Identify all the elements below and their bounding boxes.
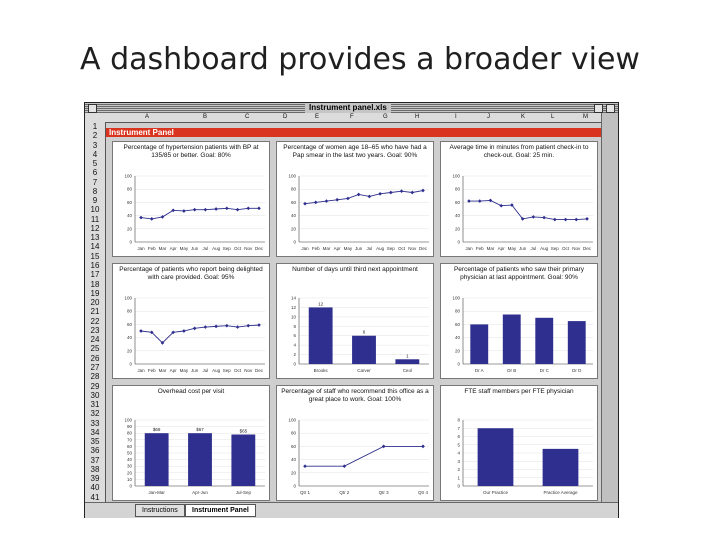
x-tick-label: Apr xyxy=(169,246,177,251)
bar xyxy=(470,324,488,364)
chart-title: FTE staff members per FTE physician xyxy=(464,388,574,395)
chart-svg xyxy=(277,386,434,501)
y-tick-label: 0 xyxy=(293,239,296,245)
chart-panel[interactable] xyxy=(112,385,270,501)
chart-svg xyxy=(441,142,598,257)
data-point xyxy=(246,207,250,211)
row-header[interactable]: 38 xyxy=(90,464,100,474)
x-tick-label: Sep xyxy=(550,246,559,251)
data-point xyxy=(214,207,218,211)
y-tick-label: 0 xyxy=(457,239,460,245)
y-tick-label: 2 xyxy=(457,467,460,472)
y-tick-label: 40 xyxy=(126,335,132,341)
column-header-c[interactable]: C xyxy=(245,114,250,120)
data-point xyxy=(257,207,261,211)
y-tick-label: 80 xyxy=(126,186,132,192)
data-point xyxy=(193,208,197,212)
x-tick-label: Carver xyxy=(357,368,371,373)
y-tick-label: 6 xyxy=(457,434,460,439)
row-header[interactable]: 35 xyxy=(90,437,100,447)
bar xyxy=(478,428,514,486)
x-tick-label: Mar xyxy=(158,368,167,373)
x-tick-label: Nov xyxy=(408,246,417,251)
y-tick-label: 60 xyxy=(126,443,132,449)
y-tick-label: 2 xyxy=(293,352,296,358)
row-header[interactable]: 34 xyxy=(90,427,100,437)
y-tick-label: 20 xyxy=(126,470,132,476)
y-tick-label: 90 xyxy=(126,424,132,430)
data-point xyxy=(357,193,361,197)
row-header[interactable]: 37 xyxy=(90,455,100,465)
column-header-f[interactable]: F xyxy=(350,114,354,120)
row-header[interactable]: 26 xyxy=(90,353,100,363)
chart-panel[interactable] xyxy=(276,385,434,501)
x-tick-label: Jul xyxy=(202,246,209,251)
window-title: Instrument panel.xls xyxy=(305,103,391,113)
data-point xyxy=(489,199,493,203)
x-tick-label: Feb xyxy=(475,246,484,251)
data-point xyxy=(314,201,318,205)
data-point xyxy=(257,323,261,327)
instrument-panel-banner xyxy=(106,128,601,137)
column-header-b[interactable]: B xyxy=(203,114,208,120)
x-tick-label: Aug xyxy=(212,368,221,373)
chart-title: Number of days until third next appointment xyxy=(292,266,418,273)
bar xyxy=(568,321,586,364)
data-point xyxy=(204,325,208,329)
y-tick-label: 20 xyxy=(126,226,132,232)
y-tick-label: 14 xyxy=(290,295,296,301)
y-tick-label: 100 xyxy=(124,173,132,179)
chart-panel[interactable] xyxy=(276,263,434,379)
x-tick-label: Jul xyxy=(530,246,537,251)
y-tick-label: 100 xyxy=(452,173,460,179)
tab-instrument-panel[interactable]: Instrument Panel xyxy=(185,504,256,517)
x-tick-label: Jan-Mar xyxy=(148,490,165,495)
y-tick-label: 80 xyxy=(290,186,296,192)
x-tick-label: Dec xyxy=(418,246,428,251)
y-tick-label: 70 xyxy=(126,437,132,443)
x-tick-label: Dec xyxy=(582,246,592,251)
data-point xyxy=(193,327,197,331)
column-header-g[interactable]: G xyxy=(383,114,388,120)
row-header[interactable]: 20 xyxy=(90,298,100,308)
x-tick-label: Apr xyxy=(497,246,505,251)
data-point xyxy=(574,218,578,222)
chart-svg xyxy=(277,264,434,379)
row-header[interactable]: 17 xyxy=(90,270,100,280)
row-header[interactable]: 27 xyxy=(90,362,100,372)
vertical-scrollbar[interactable] xyxy=(601,113,618,502)
chart-panel[interactable] xyxy=(276,141,434,257)
row-header[interactable]: 22 xyxy=(90,316,100,326)
data-point xyxy=(150,217,154,221)
bar xyxy=(503,315,521,365)
bar xyxy=(535,318,553,364)
y-tick-label: 8 xyxy=(457,417,460,423)
data-label: $69 xyxy=(152,427,161,433)
row-header[interactable]: 32 xyxy=(90,409,100,419)
y-tick-label: 60 xyxy=(454,199,460,205)
y-tick-label: 20 xyxy=(454,348,460,354)
y-tick-label: 20 xyxy=(290,226,296,232)
series-line xyxy=(305,446,423,466)
y-tick-label: 80 xyxy=(126,430,132,436)
chart-svg xyxy=(441,264,598,379)
row-header[interactable]: 13 xyxy=(90,233,100,243)
data-point xyxy=(182,209,186,213)
y-tick-label: 20 xyxy=(290,470,296,476)
x-tick-label: Qtr 1 xyxy=(299,490,311,495)
column-header-row xyxy=(85,113,618,123)
data-point xyxy=(382,445,386,449)
row-header[interactable]: 6 xyxy=(92,168,98,178)
y-tick-label: 0 xyxy=(129,483,132,489)
x-tick-label: Jan xyxy=(137,246,145,251)
y-tick-label: 100 xyxy=(452,295,460,301)
x-tick-label: Qtr 4 xyxy=(417,490,429,495)
chart-panel[interactable] xyxy=(112,263,270,379)
x-tick-label: Nov xyxy=(244,368,253,373)
row-header-column xyxy=(85,122,106,502)
y-tick-label: 60 xyxy=(126,199,132,205)
row-header[interactable]: 3 xyxy=(92,140,98,150)
y-tick-label: 100 xyxy=(124,295,132,301)
x-tick-label: Mar xyxy=(158,246,167,251)
x-tick-label: May xyxy=(179,246,189,251)
column-header-j[interactable]: J xyxy=(487,114,490,120)
data-point xyxy=(335,198,339,202)
bar xyxy=(145,433,169,486)
x-tick-label: Aug xyxy=(376,246,385,251)
close-box-icon[interactable] xyxy=(88,104,97,113)
y-tick-label: 40 xyxy=(454,213,460,219)
x-tick-label: Oct xyxy=(398,246,406,251)
x-tick-label: Apr xyxy=(333,246,341,251)
collapse-box-icon[interactable] xyxy=(606,104,615,113)
y-tick-label: 12 xyxy=(290,304,296,310)
slide-title: A dashboard provides a broader view xyxy=(80,42,640,77)
series-line xyxy=(141,208,259,219)
row-header[interactable]: 2 xyxy=(92,131,98,141)
y-tick-label: 40 xyxy=(290,213,296,219)
x-tick-label: Jun xyxy=(191,368,199,373)
x-tick-label: Nov xyxy=(572,246,581,251)
chart-svg xyxy=(277,142,434,257)
y-tick-label: 3 xyxy=(457,458,460,464)
y-tick-label: 40 xyxy=(454,335,460,341)
column-header-i[interactable]: I xyxy=(455,114,457,120)
bar xyxy=(309,307,333,364)
data-point xyxy=(585,217,589,221)
row-header[interactable]: 39 xyxy=(90,474,100,484)
x-tick-label: Jun xyxy=(519,246,527,251)
row-header[interactable]: 33 xyxy=(90,418,100,428)
series-line xyxy=(141,325,259,343)
x-tick-label: Nov xyxy=(244,246,253,251)
row-header[interactable]: 31 xyxy=(90,400,100,410)
y-tick-label: 7 xyxy=(457,425,460,431)
y-tick-label: 80 xyxy=(290,430,296,436)
bar xyxy=(188,433,212,486)
data-point xyxy=(368,195,372,199)
x-tick-label: Dr B xyxy=(507,368,517,373)
x-tick-label: Jan xyxy=(137,368,145,373)
window-titlebar[interactable] xyxy=(85,103,618,113)
row-header[interactable]: 23 xyxy=(90,325,100,335)
series-line xyxy=(469,200,587,219)
data-point xyxy=(410,191,414,195)
row-header[interactable]: 11 xyxy=(90,214,100,224)
x-tick-label: Dec xyxy=(254,368,264,373)
row-header[interactable]: 1 xyxy=(92,122,98,131)
zoom-box-icon[interactable] xyxy=(594,104,603,113)
data-point xyxy=(346,197,350,201)
row-header[interactable]: 21 xyxy=(90,307,100,317)
x-tick-label: Dr C xyxy=(539,368,549,373)
column-header-k[interactable]: K xyxy=(521,114,526,120)
row-header[interactable]: 41 xyxy=(90,492,100,502)
y-tick-label: 0 xyxy=(129,361,132,367)
y-tick-label: 5 xyxy=(457,442,460,448)
y-tick-label: 100 xyxy=(124,417,132,423)
y-tick-label: 10 xyxy=(290,314,296,320)
chart-panel[interactable] xyxy=(112,141,270,257)
bar xyxy=(231,435,255,486)
data-point xyxy=(421,445,425,449)
y-tick-label: 0 xyxy=(457,361,460,367)
row-header[interactable]: 9 xyxy=(92,196,98,206)
row-header[interactable]: 12 xyxy=(90,223,100,233)
y-tick-label: 80 xyxy=(454,308,460,314)
data-point xyxy=(342,464,346,468)
y-tick-label: 20 xyxy=(454,226,460,232)
data-point xyxy=(303,464,307,468)
data-point xyxy=(225,207,229,211)
row-header[interactable]: 10 xyxy=(90,205,100,215)
x-tick-label: Feb xyxy=(311,246,320,251)
chart-svg xyxy=(441,386,598,501)
x-tick-label: Qtr 2 xyxy=(339,490,350,495)
x-tick-label: Jan xyxy=(301,246,309,251)
chart-title: Percentage of women age 18–65 who have had a Pap smear in the last two years. Goal: 90% xyxy=(283,144,427,159)
row-header[interactable]: 16 xyxy=(90,261,100,271)
y-tick-label: 80 xyxy=(454,186,460,192)
y-tick-label: 40 xyxy=(290,457,296,463)
chart-panel[interactable] xyxy=(440,385,598,501)
data-point xyxy=(182,329,186,333)
x-tick-label: Jun xyxy=(355,246,363,251)
x-tick-label: Apr xyxy=(169,368,177,373)
data-point xyxy=(400,189,404,193)
x-tick-label: Mar xyxy=(322,246,331,251)
y-tick-label: 50 xyxy=(126,450,132,456)
column-header-d[interactable]: D xyxy=(283,114,288,120)
data-label: 1 xyxy=(406,353,409,359)
x-tick-label: May xyxy=(507,246,517,251)
data-point xyxy=(236,325,240,329)
row-header[interactable]: 30 xyxy=(90,390,100,400)
x-tick-label: Practice Average xyxy=(543,490,578,495)
chart-title: Average time in minutes from patient check-in to check-out. Goal: 25 min. xyxy=(449,144,589,159)
data-point xyxy=(553,218,557,222)
x-tick-label: Aug xyxy=(212,246,221,251)
data-point xyxy=(139,329,143,333)
column-header-h[interactable]: H xyxy=(415,114,420,120)
data-point xyxy=(378,192,382,196)
x-tick-label: Feb xyxy=(147,246,156,251)
y-tick-label: 40 xyxy=(126,213,132,219)
y-tick-label: 40 xyxy=(126,457,132,463)
chart-svg xyxy=(113,142,270,257)
x-tick-label: Feb xyxy=(147,368,156,373)
data-point xyxy=(389,191,393,195)
data-label: $67 xyxy=(196,427,204,433)
chart-panel[interactable] xyxy=(440,141,598,257)
x-tick-label: Jan xyxy=(465,246,473,251)
data-point xyxy=(204,208,208,212)
y-tick-label: 60 xyxy=(290,199,296,205)
x-tick-label: Oct xyxy=(562,246,570,251)
data-point xyxy=(139,216,143,220)
x-tick-label: Brooks xyxy=(313,368,328,373)
row-header[interactable]: 29 xyxy=(90,381,100,391)
y-tick-label: 0 xyxy=(457,483,460,489)
chart-panel[interactable] xyxy=(440,263,598,379)
banner-label: Instrument Panel xyxy=(109,128,174,137)
column-header-e[interactable]: E xyxy=(315,114,320,120)
y-tick-label: 0 xyxy=(293,361,296,367)
row-header[interactable]: 4 xyxy=(92,149,98,159)
y-tick-label: 1 xyxy=(457,475,460,481)
x-tick-label: Jul xyxy=(366,246,373,251)
y-tick-label: 100 xyxy=(288,173,296,179)
row-header[interactable]: 40 xyxy=(90,483,100,493)
x-tick-label: Apr-Jun xyxy=(192,490,208,495)
y-tick-label: 0 xyxy=(129,239,132,245)
y-tick-label: 4 xyxy=(293,342,296,348)
chart-title: Percentage of staff who recommend this office as a great place to work. Goal: 100% xyxy=(281,388,429,403)
x-tick-label: Oct xyxy=(234,246,242,251)
row-header[interactable]: 36 xyxy=(90,446,100,456)
x-tick-label: Dr D xyxy=(572,368,582,373)
data-point xyxy=(542,216,546,220)
row-header[interactable]: 28 xyxy=(90,372,100,382)
bar xyxy=(543,449,579,486)
x-tick-label: Qtr 3 xyxy=(378,490,389,495)
worksheet-area xyxy=(106,123,601,501)
bar xyxy=(352,336,376,364)
row-header[interactable]: 8 xyxy=(92,186,98,196)
tab-instructions[interactable]: Instructions xyxy=(135,504,185,517)
column-header-l[interactable]: L xyxy=(551,114,555,120)
y-tick-label: 80 xyxy=(126,308,132,314)
row-header[interactable]: 19 xyxy=(90,288,100,298)
y-tick-label: 8 xyxy=(293,323,296,329)
data-point xyxy=(564,218,568,222)
spreadsheet-window xyxy=(84,102,619,518)
x-tick-label: Our Practice xyxy=(482,490,509,495)
y-tick-label: 30 xyxy=(126,463,132,469)
x-tick-label: Jul-Sep xyxy=(235,490,251,495)
chart-title: Percentage of hypertension patients with BP at 135/85 or better. Goal: 80% xyxy=(123,144,259,159)
series-line xyxy=(305,191,423,204)
x-tick-label: Dec xyxy=(254,246,264,251)
chart-svg xyxy=(113,386,270,501)
data-label: 6 xyxy=(362,329,366,335)
x-tick-label: Mar xyxy=(486,246,495,251)
row-header[interactable]: 15 xyxy=(90,251,100,261)
y-tick-label: 0 xyxy=(293,483,296,489)
y-tick-label: 100 xyxy=(288,417,296,423)
row-header[interactable]: 14 xyxy=(90,242,100,252)
y-tick-label: 60 xyxy=(126,321,132,327)
y-tick-label: 4 xyxy=(457,450,460,456)
x-tick-label: Sep xyxy=(386,246,395,251)
data-point xyxy=(214,325,218,329)
y-tick-label: 60 xyxy=(454,321,460,327)
data-point xyxy=(499,204,503,208)
x-tick-label: Sep xyxy=(222,368,231,373)
x-tick-label: May xyxy=(343,246,353,251)
row-header[interactable]: 24 xyxy=(90,335,100,345)
row-header[interactable]: 7 xyxy=(92,177,98,187)
x-tick-label: Dr A xyxy=(474,368,484,373)
row-header[interactable]: 25 xyxy=(90,344,100,354)
data-label: 12 xyxy=(318,301,324,307)
y-tick-label: 10 xyxy=(126,476,132,482)
chart-title: Percentage of patients who saw their primary physician at last appointment. Goal: 90% xyxy=(453,266,585,281)
data-label: $65 xyxy=(239,428,248,434)
x-tick-label: Oct xyxy=(234,368,242,373)
row-header[interactable]: 18 xyxy=(90,279,100,289)
data-point xyxy=(236,208,240,212)
chart-svg xyxy=(113,264,270,379)
x-tick-label: Jul xyxy=(202,368,209,373)
y-tick-label: 60 xyxy=(290,443,296,449)
x-tick-label: Aug xyxy=(540,246,549,251)
x-tick-label: Ceol xyxy=(402,368,412,373)
column-header-m[interactable]: M xyxy=(583,114,588,120)
x-tick-label: May xyxy=(179,368,189,373)
y-tick-label: 20 xyxy=(126,348,132,354)
y-tick-label: 6 xyxy=(293,333,296,339)
bar xyxy=(395,359,419,364)
x-tick-label: Sep xyxy=(222,246,231,251)
row-header[interactable]: 5 xyxy=(92,159,98,169)
x-tick-label: Jun xyxy=(191,246,199,251)
chart-title: Overhead cost per visit xyxy=(157,388,225,395)
sheet-tab-bar xyxy=(85,502,618,518)
chart-title: Percentage of patients who report being delighted with care provided. Goal: 95% xyxy=(119,266,263,281)
column-header-a[interactable]: A xyxy=(145,114,150,120)
